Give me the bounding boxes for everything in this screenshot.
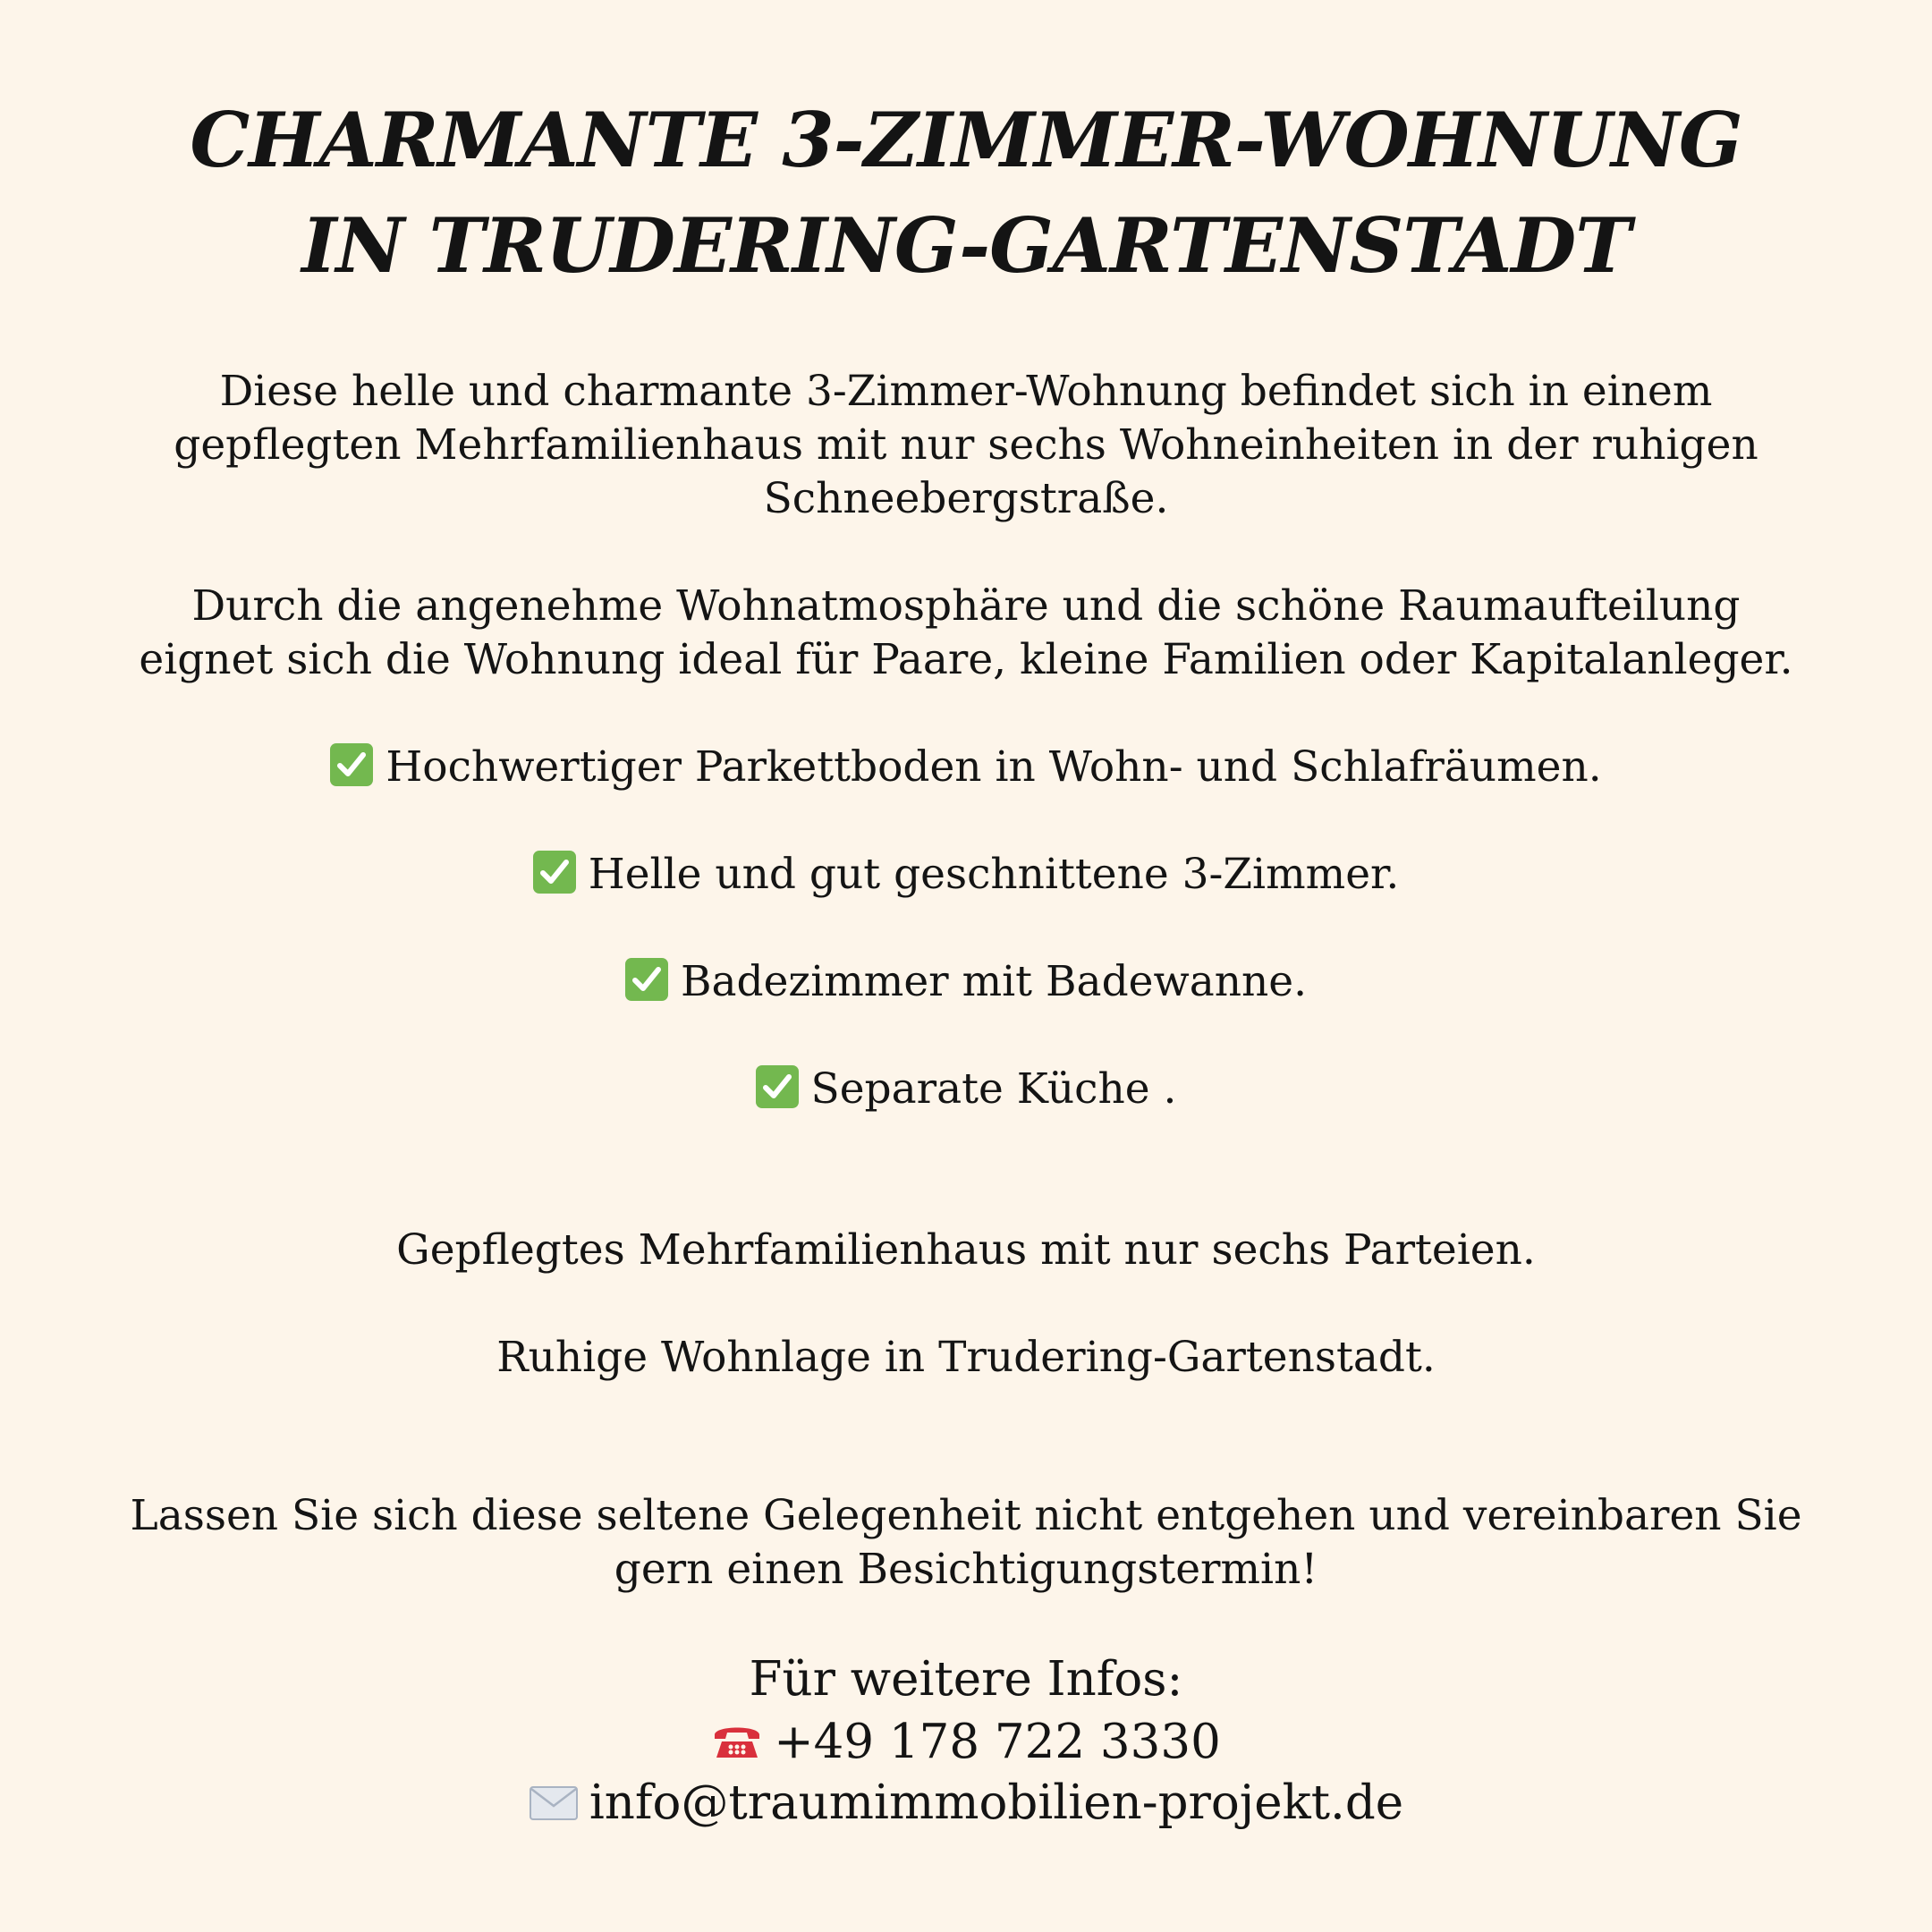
intro-line-2: gepflegten Mehrfamilienhaus mit nur sechs Wohneinheiten in der ruhigen (174, 420, 1758, 470)
suitability-line-2: eignet sich die Wohnung ideal für Paare, kleine Familien oder Kapitalanleger. (139, 635, 1793, 684)
feature-text: Separate Küche . (810, 1064, 1177, 1114)
intro-line-1: Diese helle und charmante 3-Zimmer-Wohnung befindet sich in einem (219, 367, 1713, 416)
check-mark-icon (625, 958, 668, 1001)
check-mark-icon (330, 743, 373, 786)
feature-item (0, 741, 1932, 794)
listing-title (0, 88, 1932, 299)
contact-heading: Für weitere Infos: (749, 1652, 1183, 1707)
title-line-1: CHARMANTE 3-ZIMMER-WOHNUNG (190, 96, 1742, 184)
check-mark-icon (533, 851, 576, 894)
feature-text: Badezimmer mit Badewanne. (680, 957, 1308, 1006)
intro-line-3: Schneebergstraße. (763, 474, 1169, 523)
feature-text: Hochwertiger Parkettboden in Wohn- und Schlafräumen. (386, 742, 1602, 792)
suitability-paragraph (125, 580, 1807, 687)
email-link[interactable]: info@traumimmobilien-projekt.de (589, 1775, 1404, 1830)
title-line-2: IN TRUDERING-GARTENSTADT (301, 201, 1631, 290)
contact-phone-row (0, 1712, 1932, 1776)
cta-line-2: gern einen Besichtigungstermin! (614, 1545, 1318, 1594)
cta-paragraph (125, 1489, 1807, 1597)
envelope-icon (529, 1776, 579, 1837)
highlight-item: Gepflegtes Mehrfamilienhaus mit nur sechs Parteien. (396, 1225, 1536, 1275)
feature-item (0, 955, 1932, 1009)
intro-paragraph (125, 365, 1807, 526)
check-mark-icon (756, 1065, 799, 1108)
feature-item (0, 1063, 1932, 1116)
feature-item (0, 848, 1932, 902)
cta-line-1: Lassen Sie sich diese seltene Gelegenheit nicht entgehen und vereinbaren Sie (130, 1491, 1802, 1540)
phone-link[interactable]: +49 178 722 3330 (774, 1715, 1221, 1769)
contact-email-row (0, 1773, 1932, 1837)
telephone-icon (711, 1716, 763, 1776)
feature-text: Helle und gut geschnittene 3-Zimmer. (588, 850, 1400, 899)
highlight-item: Ruhige Wohnlage in Trudering-Gartenstadt. (496, 1333, 1436, 1382)
suitability-line-1: Durch die angenehme Wohnatmosphäre und die schöne Raumaufteilung (191, 581, 1741, 631)
